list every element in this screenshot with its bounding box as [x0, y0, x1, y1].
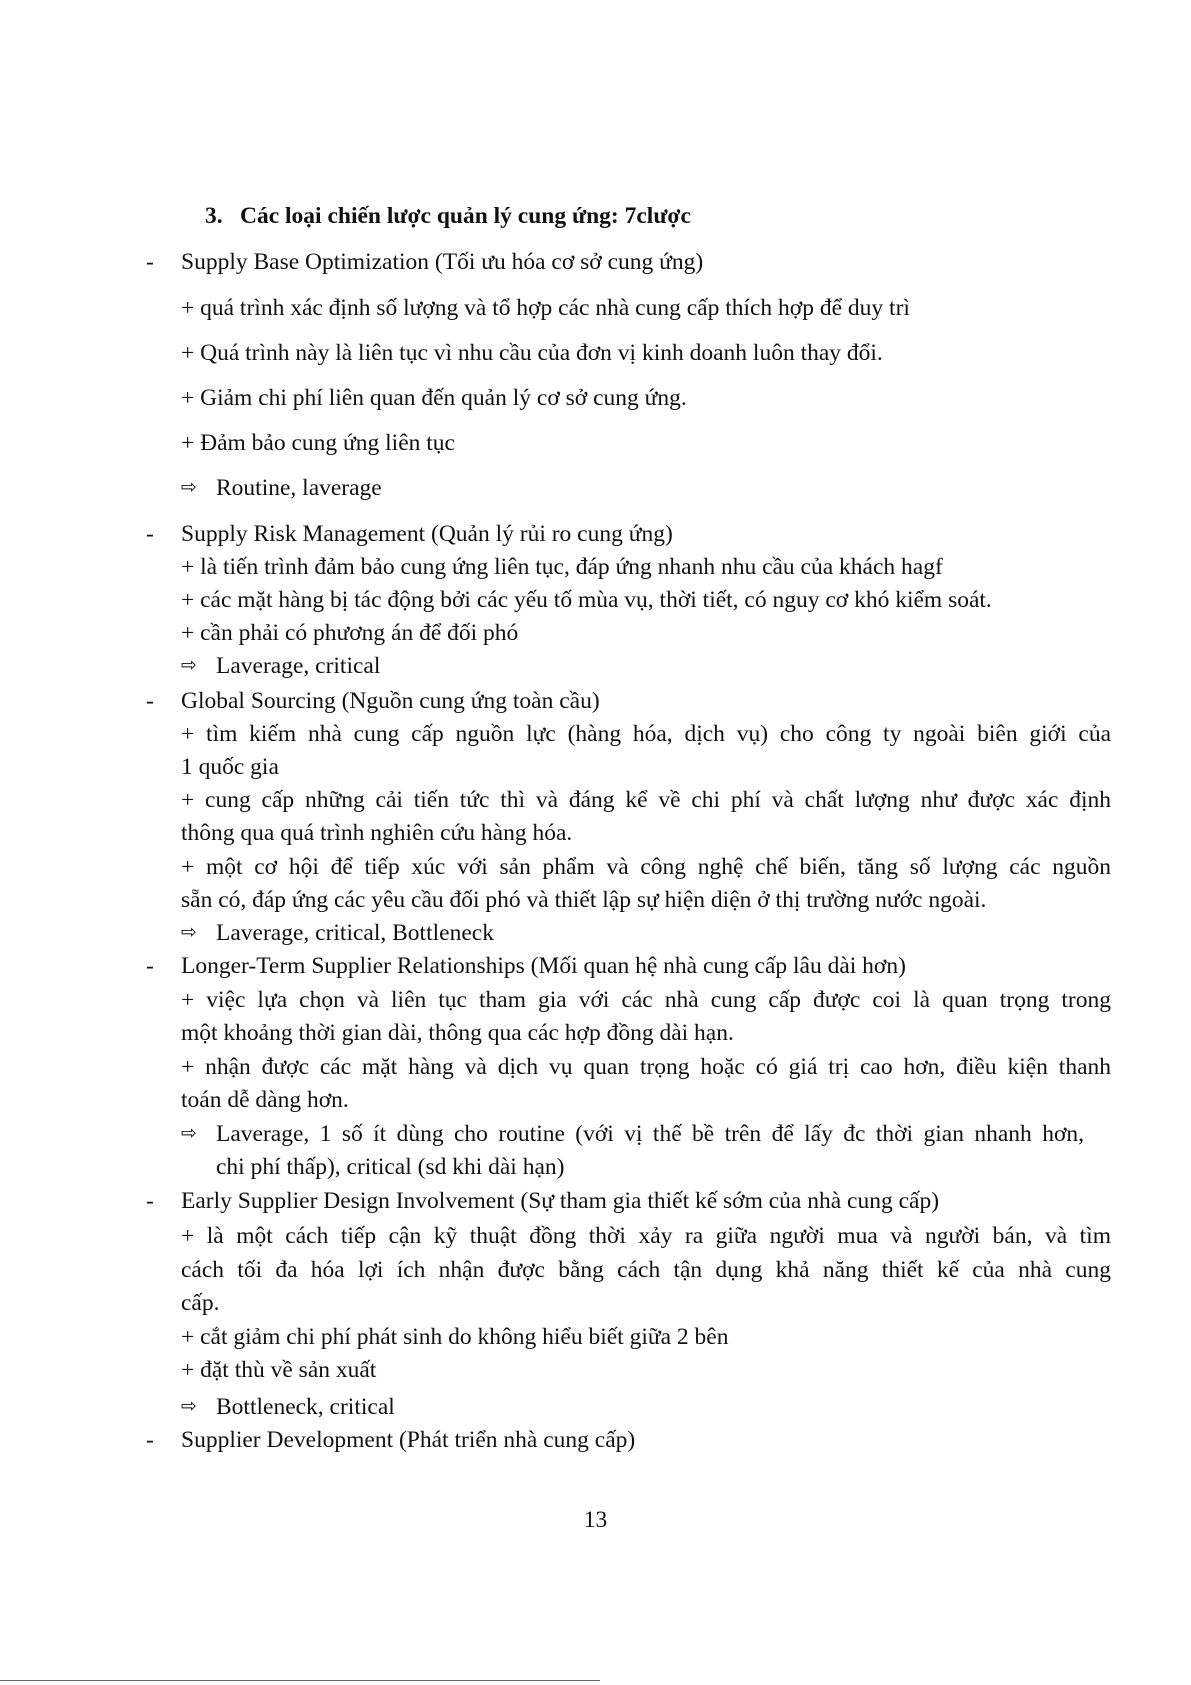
s5-line-1a: + là một cách tiếp cận kỹ thuật đồng thời xảy ra giữa người mua và người bán, và tìm [181, 1223, 1111, 1249]
s4-line-2b: toán dễ dàng hơn. [181, 1087, 349, 1113]
section-heading-number: 3. [205, 203, 223, 229]
s3-result: Laverage, critical, Bottleneck [216, 920, 494, 946]
s5-title: Early Supplier Design Involvement (Sự tham gia thiết kế sớm của nhà cung cấp) [181, 1188, 940, 1214]
s1-line-2: + Quá trình này là liên tục vì nhu cầu của đơn vị kinh doanh luôn thay đổi. [181, 340, 883, 366]
s5-line-1b: cách tối đa hóa lợi ích nhận được bằng cách tận dụng khả năng thiết kế của nhà cung [181, 1257, 1111, 1283]
s4-line-1a: + việc lựa chọn và liên tục tham gia với các nhà cung cấp được coi là quan trọng trong [181, 987, 1111, 1013]
page-number: 13 [583, 1507, 608, 1533]
s2-result: Laverage, critical [216, 653, 381, 679]
s3-line-1a: + tìm kiếm nhà cung cấp nguồn lực (hàng hóa, dịch vụ) cho công ty ngoài biên giới của [181, 721, 1111, 747]
bullet-dash: - [146, 249, 154, 275]
footer-divider [0, 1680, 600, 1681]
s3-line-1b: 1 quốc gia [181, 754, 279, 780]
s4-title: Longer-Term Supplier Relationships (Mối quan hệ nhà cung cấp lâu dài hơn) [181, 953, 906, 979]
bullet-dash: - [146, 1188, 154, 1214]
bullet-dash: - [146, 521, 154, 547]
bullet-dash: - [146, 1427, 154, 1453]
s5-result: Bottleneck, critical [216, 1394, 395, 1420]
bullet-dash: - [146, 953, 154, 979]
s5-line-1c: cấp. [181, 1290, 220, 1316]
s3-line-2a: + cung cấp những cải tiến tức thì và đáng kể về chi phí và chất lượng như được xác định [181, 787, 1111, 813]
s1-line-3: + Giảm chi phí liên quan đến quản lý cơ sở cung ứng. [181, 385, 687, 411]
s3-line-2b: thông qua quá trình nghiên cứu hàng hóa. [181, 820, 573, 846]
s3-line-3a: + một cơ hội để tiếp xúc với sản phẩm và công nghệ chế biến, tăng số lượng các nguồn [181, 854, 1111, 880]
s1-result: Routine, laverage [216, 475, 382, 501]
arrow-icon: ⇨ [181, 1122, 197, 1144]
s2-line-2: + các mặt hàng bị tác động bởi các yếu tố mùa vụ, thời tiết, có nguy cơ khó kiểm soát. [181, 587, 992, 613]
s3-title: Global Sourcing (Nguồn cung ứng toàn cầu) [181, 688, 600, 714]
bullet-dash: - [146, 688, 154, 714]
arrow-icon: ⇨ [181, 1395, 197, 1417]
s4-result-a: Laverage, 1 số ít dùng cho routine (với vị thế bề trên để lấy đc thời gian nhanh hơn, [216, 1121, 1084, 1147]
arrow-icon: ⇨ [181, 654, 197, 676]
s4-line-2a: + nhận được các mặt hàng và dịch vụ quan trọng hoặc có giá trị cao hơn, điều kiện thanh [181, 1054, 1111, 1080]
s1-line-1: + quá trình xác định số lượng và tổ hợp các nhà cung cấp thích hợp để duy trì [181, 295, 910, 321]
s2-line-3: + cần phải có phương án để đối phó [181, 620, 519, 646]
s3-line-3b: sẵn có, đáp ứng các yêu cầu đối phó và thiết lập sự hiện diện ở thị trường nước ngoài. [181, 887, 987, 913]
s4-result-b: chi phí thấp), critical (sd khi dài hạn) [216, 1154, 565, 1180]
s5-line-3: + đặt thù về sản xuất [181, 1357, 377, 1383]
s1-title: Supply Base Optimization (Tối ưu hóa cơ sở cung ứng) [181, 249, 704, 275]
s1-line-4: + Đảm bảo cung ứng liên tục [181, 430, 455, 456]
arrow-icon: ⇨ [181, 476, 197, 498]
section-heading: Các loại chiến lược quản lý cung ứng: 7clược [240, 203, 691, 229]
s6-title: Supplier Development (Phát triển nhà cung cấp) [181, 1427, 636, 1453]
s4-line-1b: một khoảng thời gian dài, thông qua các hợp đồng dài hạn. [181, 1020, 734, 1046]
s2-title: Supply Risk Management (Quản lý rủi ro cung ứng) [181, 521, 673, 547]
s5-line-2: + cắt giảm chi phí phát sinh do không hiểu biết giữa 2 bên [181, 1324, 729, 1350]
s2-line-1: + là tiến trình đảm bảo cung ứng liên tục, đáp ứng nhanh nhu cầu của khách hagf [181, 554, 943, 580]
arrow-icon: ⇨ [181, 921, 197, 943]
